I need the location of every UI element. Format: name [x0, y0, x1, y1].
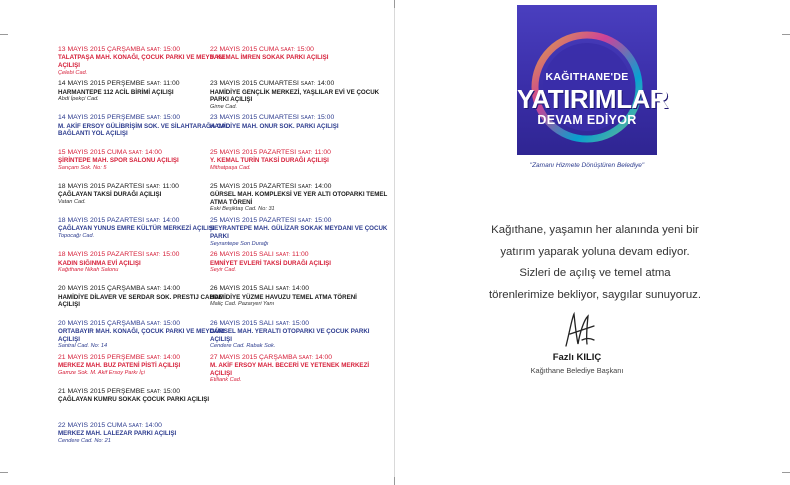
event-time: 15:00 [317, 114, 335, 122]
event-title: GÜRSEL MAH. YERALTI OTOPARKI VE ÇOCUK PARKI AÇILIŞI [210, 327, 370, 343]
event-time: 14:00 [292, 285, 310, 293]
event-time-label: SAAT: [146, 183, 161, 190]
message-line: törenlerimize bekliyor, saygılar sunuyoruz. [488, 288, 702, 301]
crop-mark [782, 34, 790, 35]
event-time: 14:00 [163, 353, 181, 361]
event-date: 26 MAYIS 2015 SALI [210, 251, 274, 259]
event-location: Seyrantepe Son Durağı [210, 240, 269, 247]
event-time-label: SAAT: [146, 354, 162, 361]
event-time: 14:00 [317, 80, 335, 88]
event-time: 11:00 [163, 80, 180, 88]
logo-line-1: KAĞITHANE'DE [545, 71, 629, 83]
event-date: 22 MAYIS 2015 CUMA [58, 422, 127, 430]
event-time: 15:00 [296, 46, 314, 53]
event-date-time [210, 46, 390, 54]
event-title: ORTABAYIR MAH. KONAĞI, ÇOCUK PARKI VE MEYDANI AÇILIŞI [58, 327, 225, 343]
event-title: Y. KEMAL İMREN SOKAK PARKI AÇILIŞI [210, 54, 329, 62]
event-entry [210, 320, 390, 354]
event-title: M. AKİF ERSOY MAH. BECERİ VE YETENEK MERKEZİ AÇILIŞI [210, 362, 370, 377]
event-entry [58, 388, 238, 422]
crop-mark [394, 0, 395, 8]
event-time-label: SAAT: [146, 286, 162, 293]
invitation-message [440, 220, 750, 306]
event-time: 15:00 [163, 387, 181, 395]
event-location: Cendere Cad. Rabak Sok. [210, 343, 276, 350]
event-date: 26 MAYIS 2015 SALI [210, 285, 274, 293]
event-title: MERKEZ MAH. BUZ PATENİ PİSTİ AÇILIŞI [58, 362, 181, 370]
event-time-label: SAAT: [146, 320, 162, 327]
event-location: Etiliank Cad. [210, 377, 242, 384]
event-date: 25 MAYIS 2015 PAZARTESİ [210, 182, 297, 190]
event-title: ŞİRİNTEPE MAH. SPOR SALONU AÇILIŞI [58, 156, 179, 164]
event-location: Sarıçam Sok. No: 5 [58, 164, 107, 171]
event-date: 22 MAYIS 2015 CUMA [210, 46, 279, 53]
event-time-label: SAAT: [300, 115, 316, 122]
event-title: HARMANTEPE 112 ACİL BİRİMİ AÇILIŞI [58, 88, 174, 96]
event-time: 11:00 [314, 148, 331, 156]
event-location: Abdi İpekçi Cad. [58, 96, 99, 103]
logo-line-2: YATIRIMLAR [517, 84, 668, 114]
event-time-label: SAAT: [275, 252, 291, 259]
event-time-label: SAAT: [146, 81, 162, 88]
event-date: 23 MAYIS 2015 CUMARTESİ [210, 80, 299, 88]
event-time-label: SAAT: [298, 149, 313, 156]
event-title: HAMİDİYE YÜZME HAVUZU TEMEL ATMA TÖRENİ [210, 293, 357, 301]
message-line: Sizleri de açılış ve temel atma [519, 267, 671, 279]
event-date: 23 MAYIS 2015 CUMARTESİ [210, 114, 299, 122]
event-date: 20 MAYIS 2015 ÇARŞAMBA [58, 285, 145, 293]
event-time: 15:00 [163, 46, 181, 53]
crop-mark [782, 472, 790, 473]
event-date: 21 MAYIS 2015 PERŞEMBE [58, 387, 145, 395]
event-time: 15:00 [292, 319, 310, 327]
event-time-label: SAAT: [300, 81, 316, 88]
event-date: 21 MAYIS 2015 PERŞEMBE [58, 353, 145, 361]
event-time: 15:00 [162, 251, 180, 259]
event-time: 14:00 [162, 216, 180, 224]
event-date-time [210, 149, 390, 157]
event-date: 25 MAYIS 2015 PAZARTESİ [210, 216, 297, 224]
event-date-time [210, 183, 390, 191]
event-date: 14 MAYIS 2015 PERŞEMBE [58, 80, 145, 88]
event-date-time [210, 354, 390, 362]
event-time-label: SAAT: [275, 320, 291, 327]
event-date: 26 MAYIS 2015 SALI [210, 319, 274, 327]
event-date-time [210, 285, 390, 293]
mayor-title: Kağıthane Belediye Başkanı [530, 366, 624, 375]
event-location: Santral Cad. No: 14 [58, 343, 108, 350]
event-time: 14:00 [315, 353, 333, 361]
event-time-label: SAAT: [280, 47, 296, 53]
event-entry [210, 251, 390, 285]
event-title: HAMİDİYE MAH. ONUR SOK. PARKI AÇILIŞI [210, 122, 339, 130]
event-time-label: SAAT: [298, 217, 313, 224]
event-date-time [210, 217, 390, 225]
event-time-label: SAAT: [128, 423, 144, 430]
event-title: HAMİDİYE GENÇLİK MERKEZİ, YAŞLILAR EVİ VE ÇOCUK PARKI AÇILIŞI [210, 88, 380, 104]
event-entry [210, 80, 390, 114]
event-time-label: SAAT: [146, 252, 161, 259]
event-time-label: SAAT: [146, 115, 162, 122]
event-date-time [58, 422, 238, 430]
event-time: 15:00 [163, 114, 181, 122]
event-entry [210, 114, 390, 148]
crop-mark [394, 477, 395, 485]
event-location: Çelebi Cad. [58, 69, 88, 76]
message-line: yatırım yaparak yoluna devam ediyor. [500, 245, 690, 258]
event-date-time [210, 80, 390, 88]
event-location: Topocağı Cad. [58, 232, 95, 239]
event-title: KADIN SIĞINMA EVİ AÇILIŞI [58, 259, 141, 267]
event-time-label: SAAT: [298, 354, 314, 361]
event-location: Gamze Sok. M. Akif Ersoy Parkı İçi [58, 369, 145, 376]
mayor-name: Fazlı KILIÇ [552, 352, 602, 363]
event-time-label: SAAT: [146, 217, 161, 224]
handwritten-signature [560, 310, 600, 352]
event-time: 14:00 [163, 285, 181, 293]
event-time: 14:00 [144, 148, 162, 156]
event-date-time [210, 114, 390, 122]
event-time-label: SAAT: [128, 149, 144, 156]
event-title: MERKEZ MAH. LALEZAR PARKI AÇILIŞI [58, 430, 177, 438]
event-location: Kağıthane Nikah Salonu [58, 267, 119, 274]
event-time-label: SAAT: [146, 388, 162, 395]
event-date: 18 MAYIS 2015 PAZARTESİ [58, 182, 145, 190]
event-title: ÇAĞLAYAN TAKSİ DURAĞI AÇILIŞI [58, 191, 162, 199]
event-time-label: SAAT: [146, 47, 162, 53]
event-title: ÇAĞLAYAN YUNUS EMRE KÜLTÜR MERKEZİ AÇILIŞI [58, 225, 215, 233]
crop-mark [0, 472, 8, 473]
event-entry [210, 183, 390, 217]
event-location: Seyir Cad. [210, 267, 237, 274]
event-entry [210, 149, 390, 183]
event-time: 15:00 [163, 319, 181, 327]
slogan: "Zamanı Hizmete Dönüştüren Belediye" [529, 162, 645, 169]
event-entry [210, 46, 390, 80]
event-time: 11:00 [292, 251, 309, 259]
event-location: Cendere Cad. No: 21 [58, 438, 111, 445]
event-location: Maliç Cad. Pazaryeri Yanı [210, 301, 275, 308]
event-title: SEYRANTEPE MAH. GÜLİZAR SOKAK MEYDANI VE ÇOCUK PARKI [210, 225, 388, 240]
event-location: Mithatpaşa Cad. [210, 164, 251, 171]
event-title: EMNİYET EVLERİ TAKSİ DURAĞI AÇILIŞI [210, 259, 332, 267]
crop-mark [0, 34, 8, 35]
event-entry [210, 354, 390, 388]
event-date: 14 MAYIS 2015 PERŞEMBE [58, 114, 145, 122]
event-date: 18 MAYIS 2015 PAZARTESİ [58, 216, 145, 224]
event-entry [58, 422, 238, 456]
event-date: 13 MAYIS 2015 ÇARŞAMBA [58, 46, 145, 53]
event-date: 15 MAYIS 2015 CUMA [58, 148, 127, 156]
event-date: 20 MAYIS 2015 ÇARŞAMBA [58, 319, 145, 327]
logo-line-3: DEVAM EDİYOR [537, 113, 637, 127]
event-title: Y. KEMAL TURİN TAKSİ DURAĞI AÇILIŞI [210, 156, 329, 164]
event-date-time [210, 320, 390, 328]
event-entry [210, 285, 390, 319]
schedule-column-2 [210, 46, 390, 388]
event-time-label: SAAT: [275, 286, 291, 293]
event-time: 14:00 [144, 422, 162, 430]
event-title: M. AKİF ERSOY GÜLİBRİŞİM SOK. VE SİLAHTARAĞA CAD. BAĞLANTI YOL AÇILIŞI [58, 122, 232, 138]
event-title: ÇAĞLAYAN KUMRU SOKAK ÇOCUK PARKI AÇILIŞI [58, 396, 210, 404]
event-location: Girne Cad. [210, 103, 238, 110]
event-title: GÜRSEL MAH. KOMPLEKSİ VE YER ALTI OTOPARKI TEMEL ATMA TÖRENİ [210, 191, 388, 206]
event-time: 11:00 [162, 182, 179, 190]
event-date: 27 MAYIS 2015 ÇARŞAMBA [210, 353, 297, 361]
event-time: 14:00 [314, 182, 332, 190]
event-title: HAMİDİYE DİLAVER VE SERDAR SOK. PRESTIJ CADDE AÇILIŞI [58, 293, 223, 309]
message-line: Kağıthane, yaşamın her alanında yeni bir [491, 224, 699, 236]
event-date: 18 MAYIS 2015 PAZARTESİ [58, 251, 145, 259]
event-date: 25 MAYIS 2015 PAZARTESİ [210, 148, 297, 156]
event-date-time [210, 251, 390, 259]
event-location: Eski Beşiktaş Cad. No: 31 [210, 206, 275, 213]
event-title: TALATPAŞA MAH. KONAĞI, ÇOCUK PARKI VE MEYDANI AÇILIŞI [58, 54, 225, 69]
event-location: Vatan Cad. [58, 198, 86, 205]
fold-line [394, 0, 395, 485]
event-time-label: SAAT: [298, 183, 313, 190]
campaign-logo [517, 5, 668, 155]
event-entry [210, 217, 390, 251]
event-time: 15:00 [314, 216, 332, 224]
